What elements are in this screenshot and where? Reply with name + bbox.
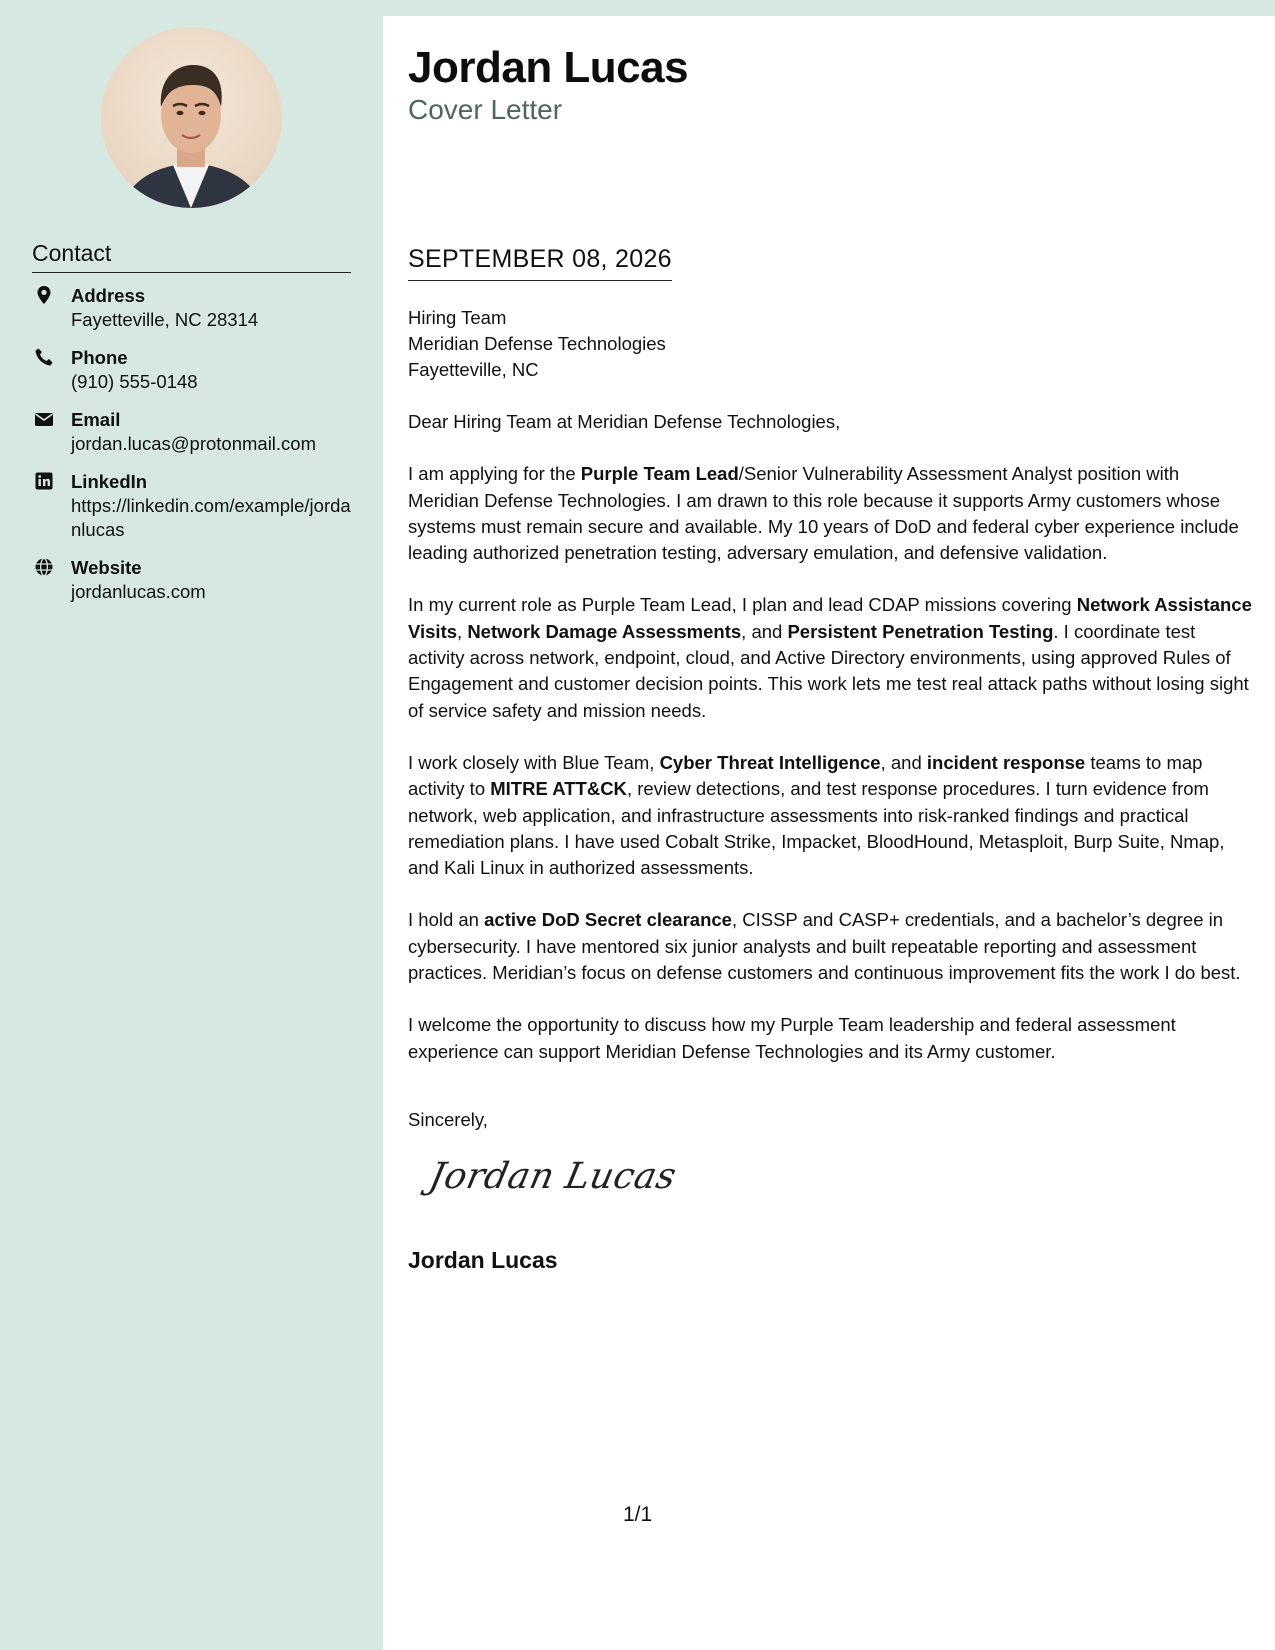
sidebar	[0, 0, 383, 1650]
salutation: Dear Hiring Team at Meridian Defense Technologies,	[408, 411, 841, 432]
contact-label: Email	[71, 409, 121, 430]
bold-phrase: Persistent Penetration Testing	[787, 620, 1054, 642]
contact-label: Website	[71, 557, 142, 578]
signed-name: Jordan Lucas	[408, 1247, 558, 1273]
body-paragraph	[408, 592, 1253, 723]
body-paragraph	[408, 1012, 1253, 1065]
bold-phrase: Network Damage Assessments	[467, 620, 742, 642]
letter-date: SEPTEMBER 08, 2026	[408, 245, 672, 281]
text-run: I work closely with Blue Team,	[408, 751, 660, 773]
text-run: I am applying for the	[408, 463, 581, 485]
text-run: , and	[880, 751, 927, 773]
closing: Sincerely,	[408, 1109, 488, 1130]
bold-phrase: Network Assistance Visits	[408, 594, 1252, 642]
document-subtitle: Cover Letter	[408, 94, 563, 125]
body-paragraph	[408, 750, 1253, 881]
contact-heading: Contact	[32, 240, 351, 273]
recipient-line: Hiring Team	[408, 307, 507, 328]
text-run: I welcome the opportunity to discuss how my Purple Team leadership and federal assessment experience can support Meridian Defense Technologies and its Army customer.	[408, 1014, 1176, 1062]
text-run: , CISSP and CASP+ credentials, and a bachelor’s degree in cybersecurity. I have mentored six junior analysts and built repeatable reporting and assessment practices. Meridian’s focus on defense customers and continuous improvement fits the work I do best.	[408, 909, 1241, 984]
text-run: I hold an	[408, 909, 485, 931]
bold-phrase: Cyber Threat Intelligence	[659, 751, 881, 773]
contact-label: Phone	[71, 347, 128, 368]
bold-phrase: incident response	[926, 751, 1086, 773]
linkedin-icon	[34, 471, 54, 491]
page-number: 1/1	[623, 1503, 653, 1526]
contact-item-linkedin	[32, 470, 352, 542]
recipient-line: Meridian Defense Technologies	[408, 333, 666, 354]
contact-item-address	[32, 284, 352, 332]
bold-phrase: Purple Team Lead	[580, 463, 739, 485]
address-value: Fayetteville, NC 28314	[71, 309, 259, 330]
text-run: /Senior Vulnerability Assessment Analyst position with Meridian Defense Technologies. I am drawn to this role because it supports Army customers whose systems must remain secure and available. My 10 years of DoD and federal cyber experience include leading authorized penetration testing, adversary emulation, and defensive validation.	[408, 463, 1239, 564]
text-run: teams to map activity to	[408, 751, 1203, 800]
text-run: , review detections, and test response procedures. I turn evidence from network, web application, and infrastructure assessments into risk-ranked findings and practical remediation plans. I have used Cobalt Strike, Impacket, BloodHound, Metasploit, Burp Suite, Nmap, and Kali Linux in authorized assessments.	[408, 778, 1225, 879]
body-paragraph	[408, 907, 1253, 986]
bold-phrase: MITRE ATT&CK	[490, 778, 627, 800]
linkedin-link[interactable]: https://linkedin.com/example/jordanlucas	[71, 495, 351, 540]
handwritten-signature: Jordan Lucas	[425, 1156, 681, 1197]
applicant-name: Jordan Lucas	[408, 43, 689, 92]
location-pin-icon	[34, 285, 54, 305]
contact-item-website	[32, 556, 352, 604]
text-run: In my current role as Purple Team Lead, I plan and lead CDAP missions covering	[408, 594, 1077, 616]
text-run: . I coordinate test activity across network, endpoint, cloud, and Active Directory environments, using approved Rules of Engagement and customer decision points. This work lets me test real attack paths without losing sight of service safety and mission needs.	[408, 620, 1249, 721]
letter-panel	[383, 16, 1275, 1650]
profile-photo	[101, 27, 282, 208]
website-link[interactable]: jordanlucas.com	[71, 581, 206, 602]
contact-item-phone	[32, 346, 352, 394]
globe-icon	[34, 557, 54, 577]
recipient-block	[408, 305, 666, 383]
letter-body	[408, 409, 1253, 1091]
text-run: ,	[457, 620, 468, 642]
envelope-icon	[34, 409, 54, 429]
email-link[interactable]: jordan.lucas@protonmail.com	[71, 433, 316, 454]
phone-value: (910) 555-0148	[71, 371, 198, 392]
body-paragraph	[408, 461, 1253, 566]
portrait-image	[101, 27, 282, 208]
contact-item-email	[32, 408, 352, 456]
contact-label: LinkedIn	[71, 471, 148, 492]
contact-list	[32, 284, 352, 618]
recipient-line: Fayetteville, NC	[408, 359, 539, 380]
contact-label: Address	[71, 285, 146, 306]
bold-phrase: active DoD Secret clearance	[484, 909, 732, 931]
text-run: , and	[741, 620, 788, 642]
phone-icon	[34, 347, 54, 367]
